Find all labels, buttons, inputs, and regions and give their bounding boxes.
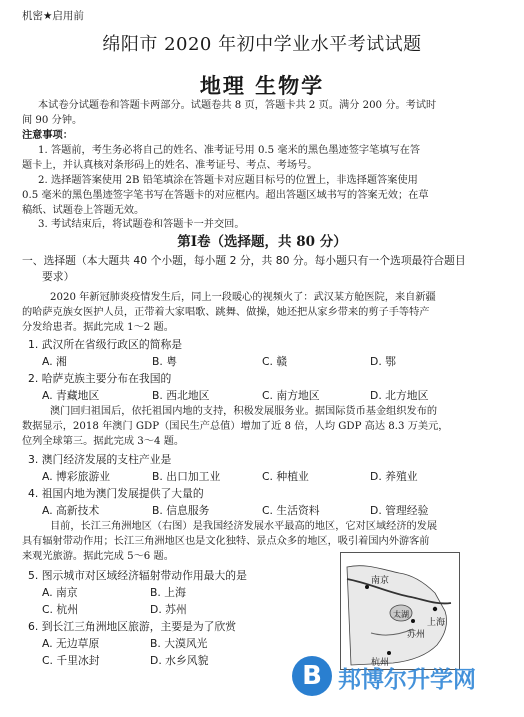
map-label-suzhou: 苏州 bbox=[407, 630, 426, 640]
option-b: B. 大漠风光 bbox=[150, 637, 208, 650]
option-a: A. 湘 bbox=[42, 355, 67, 368]
intro-line: 本试卷分试题卷和答题卡两部分。试题卷共 8 页，答题卡共 2 页。满分 200 分。考试时 bbox=[38, 100, 437, 111]
site-watermark bbox=[292, 656, 502, 696]
option-a: A. 南京 bbox=[42, 586, 78, 599]
question-stem: 4. 祖国内地为澳门发展提供了大量的 bbox=[28, 487, 204, 500]
option-d: D. 管理经验 bbox=[370, 504, 429, 517]
passage-line: 目前，长江三角洲地区（右图）是我国经济发展水平最高的地区，它对区域经济的发展 bbox=[50, 521, 438, 532]
option-b: B. 信息服务 bbox=[152, 504, 210, 517]
option-a: A. 高新技术 bbox=[42, 504, 100, 517]
section-title: 第Ⅰ卷（选择题，共 80 分） bbox=[177, 234, 347, 250]
passage-line: 2020 年新冠肺炎疫情发生后，同上一段暖心的视频火了：武汉某方舱医院，来自新疆 bbox=[50, 292, 436, 303]
yangtze-delta-map bbox=[340, 552, 460, 670]
question-stem: 3. 澳门经济发展的支柱产业是 bbox=[28, 453, 172, 466]
passage-line: 澳门回归祖国后，依托祖国内地的支持，积极发展服务业。据国际货币基金组织发布的 bbox=[50, 406, 438, 417]
note-line: 2. 选择题答案使用 2B 铅笔填涂在答题卡对应题目标号的位置上，非选择题答案使用 bbox=[38, 175, 418, 186]
exam-title: 绵阳市 2020 年初中学业水平考试试题 bbox=[102, 34, 422, 55]
option-c: C. 南方地区 bbox=[262, 389, 320, 402]
note-line: 1. 答题前，考生务必将自己的姓名、准考证号用 0.5 毫米的黑色墨迹签字笔填写在答 bbox=[38, 145, 421, 156]
note-line: 3. 考试结束后，将试题卷和答题卡一并交回。 bbox=[38, 219, 245, 230]
option-a: A. 青藏地区 bbox=[42, 389, 100, 402]
map-label-hangzhou: 杭州 bbox=[371, 658, 390, 668]
option-c: C. 杭州 bbox=[42, 603, 78, 616]
map-label-nanjing: 南京 bbox=[371, 576, 390, 586]
subject-title: 地理 生物学 bbox=[199, 73, 325, 98]
question-stem: 6. 到长江三角洲地区旅游，主要是为了欣赏 bbox=[28, 620, 237, 633]
note-line: 0.5 毫米的黑色墨迹签字笔书写在答题卡的对应框内。超出答题区域书写的答案无效；在草 bbox=[22, 190, 429, 201]
passage-line: 分发给患者。据此完成 1～2 题。 bbox=[22, 322, 174, 333]
option-b: B. 出口加工业 bbox=[152, 470, 221, 483]
map-label-shanghai: 上海 bbox=[427, 618, 446, 628]
note-line: 题卡上，并认真核对条形码上的姓名、准考证号、考点、考场号。 bbox=[22, 160, 318, 171]
option-a: A. 无边草原 bbox=[42, 637, 100, 650]
option-c: C. 种植业 bbox=[262, 470, 309, 483]
option-c: C. 千里冰封 bbox=[42, 654, 100, 667]
section-instructions: 一、选择题（本大题共 40 个小题，每小题 2 分，共 80 分。每小题只有一个选项最符合题目 bbox=[22, 254, 466, 267]
passage-line: 的哈萨克族女医护人员，正带着大家唱歌、跳舞、做操，她还把从家乡带来的剪子手等特产 bbox=[22, 307, 430, 318]
option-c: C. 生活资料 bbox=[262, 504, 320, 517]
passage-line: 具有辐射带动作用；长江三角洲地区也是文化独特、景点众多的地区，吸引着国内外游客前 bbox=[22, 536, 430, 547]
section-instructions: 要求） bbox=[42, 270, 75, 283]
passage-line: 来观光旅游。据此完成 5～6 题。 bbox=[22, 551, 174, 562]
map-label-taihu: 太湖 bbox=[393, 610, 409, 619]
note-line: 稿纸、试题卷上答题无效。 bbox=[22, 205, 145, 216]
question-stem: 5. 图示城市对区域经济辐射带动作用最大的是 bbox=[28, 569, 247, 582]
notes-heading: 注意事项： bbox=[22, 129, 73, 141]
passage-line: 数据显示，2018 年澳门 GDP（国民生产总值）增加了近 8 倍，人均 GDP 高达 8.3 万美元， bbox=[22, 421, 449, 432]
option-d: D. 鄂 bbox=[370, 355, 396, 368]
option-d: D. 养殖业 bbox=[370, 470, 418, 483]
option-b: B. 上海 bbox=[150, 586, 186, 599]
map-drawing bbox=[341, 553, 459, 669]
option-d: D. 水乡风貌 bbox=[150, 654, 209, 667]
watermark-logo: B bbox=[292, 656, 332, 696]
option-b: B. 粤 bbox=[152, 355, 178, 368]
option-d: D. 苏州 bbox=[150, 603, 187, 616]
question-stem: 1. 武汉所在省级行政区的简称是 bbox=[28, 338, 183, 351]
option-b: B. 西北地区 bbox=[152, 389, 210, 402]
watermark-text: 邦博尔升学网 bbox=[338, 667, 476, 693]
option-a: A. 博彩旅游业 bbox=[42, 470, 111, 483]
option-d: D. 北方地区 bbox=[370, 389, 429, 402]
intro-line: 间 90 分钟。 bbox=[22, 115, 83, 126]
option-c: C. 赣 bbox=[262, 355, 288, 368]
confidential-label: 机密★启用前 bbox=[22, 10, 84, 22]
passage-line: 位列全球第三。据此完成 3～4 题。 bbox=[22, 436, 185, 447]
question-stem: 2. 哈萨克族主要分布在我国的 bbox=[28, 372, 172, 385]
